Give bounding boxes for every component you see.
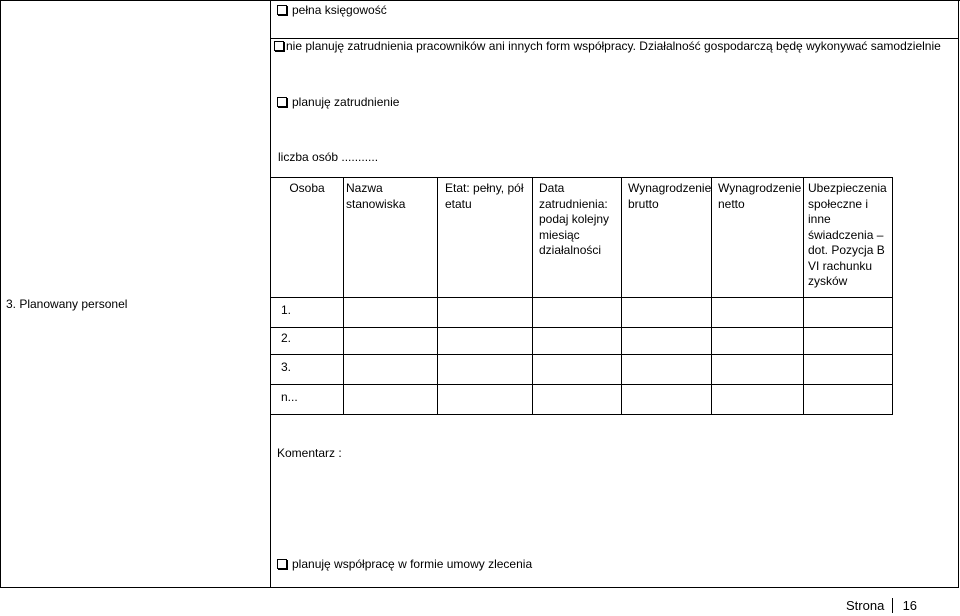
option-no-hiring[interactable] xyxy=(274,39,941,54)
outer-right-border xyxy=(958,0,959,588)
column-divider xyxy=(270,0,271,588)
table-row-label: 2. xyxy=(281,331,292,345)
header-social-insurance: Ubezpieczenia społeczne i inne świadczenia – dot. Pozycja B VI rachunku zysków xyxy=(808,181,887,288)
table-line-row-3 xyxy=(271,384,893,385)
header-net-salary: Wynagrodzenie netto xyxy=(718,181,802,211)
table-row-label: 3. xyxy=(281,360,292,374)
option-no-hiring-label: nie planuję zatrudnienia pracowników ani innych form współpracy. Działalność gospodarczą będę wykonywać samodzielnie xyxy=(286,39,941,53)
option-full-accounting-label: pełna księgowość xyxy=(292,3,387,17)
table-vline-6 xyxy=(803,177,804,415)
table-vline-3 xyxy=(532,177,533,415)
table-row-label: 1. xyxy=(281,303,292,317)
table-line-top xyxy=(271,177,893,178)
header-hire-date: Data zatrudnienia: podaj kolejny miesiąc działalności xyxy=(539,181,610,257)
option-plan-hiring[interactable] xyxy=(277,95,399,110)
table-line-row-2 xyxy=(271,354,893,355)
checkbox-icon[interactable] xyxy=(277,97,287,107)
table-vline-right xyxy=(892,177,893,415)
table-vline-2 xyxy=(437,177,438,415)
option-contract-label: planuję współpracę w formie umowy zlecenia xyxy=(292,557,533,571)
option-contract[interactable] xyxy=(277,557,532,572)
checkbox-icon[interactable] xyxy=(277,559,287,569)
header-gross-salary: Wynagrodzenie brutto xyxy=(628,181,712,211)
persons-count-label: liczba osób ........... xyxy=(278,150,379,164)
table-vline-4 xyxy=(621,177,622,415)
table-vline-1 xyxy=(343,177,344,415)
page-footer xyxy=(846,598,917,614)
table-row-label: n... xyxy=(281,390,298,404)
table-line-row-1 xyxy=(271,327,893,328)
header-position-name: Nazwa stanowiska xyxy=(346,181,406,211)
option-plan-hiring-label: planuję zatrudnienie xyxy=(292,95,400,109)
comment-label: Komentarz : xyxy=(277,446,342,460)
outer-bottom-border xyxy=(0,587,959,588)
checkbox-icon[interactable] xyxy=(274,41,284,51)
page-number: 16 xyxy=(902,598,918,613)
outer-top-border xyxy=(0,0,960,1)
header-employment-type: Etat: pełny, pół etatu xyxy=(445,181,524,211)
section-title: 3. Planowany personel xyxy=(6,297,128,311)
option-full-accounting[interactable] xyxy=(277,3,387,18)
outer-left-border xyxy=(0,0,1,588)
page-separator xyxy=(892,598,893,613)
table-line-bottom xyxy=(271,414,893,415)
page-label: Strona xyxy=(846,598,885,613)
table-line-header-bottom xyxy=(271,297,893,298)
checkbox-icon[interactable] xyxy=(277,5,287,15)
table-vline-5 xyxy=(711,177,712,415)
header-person: Osoba xyxy=(289,181,325,195)
